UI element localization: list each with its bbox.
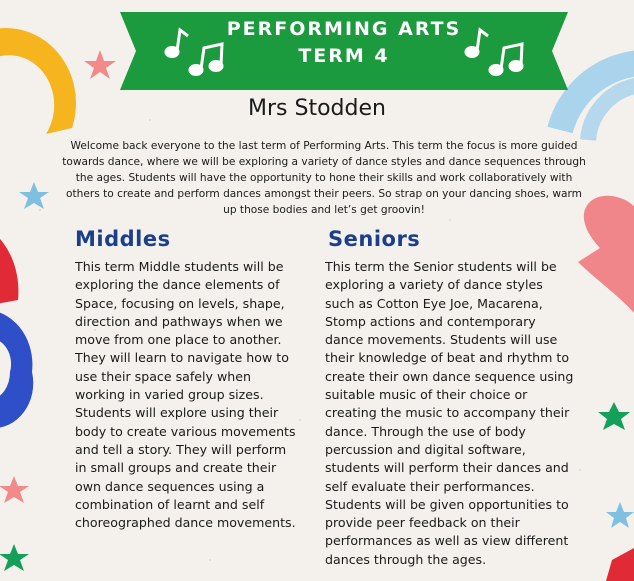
middles-heading: Middles (75, 227, 171, 251)
blue-arc-shape (0, 310, 33, 428)
middles-paragraph: This term Middle students will be exploring the dance elements of Space, focusing on levels, shape, direction and pathways when we move from one place to another. They will learn to navigate how to use their space safely when working in varied group sizes. Students will explore using their body to create various movements and tell a story. They will perform in small groups and create their own dance sequences using a combination of learnt and self choreographed dance movements. (75, 259, 296, 531)
banner-title-line2: TERM 4 (298, 45, 390, 67)
banner-title (120, 16, 568, 70)
intro-paragraph: Welcome back everyone to the last term of Performing Arts. This term the focus is more guided towards dance, where we will be exploring a variety of dance styles and dance sequences through the ages. Students will have the opportunity to hone their skills and work collaboratively with others to create and perform dances amongst their peers. So strap on your dancing shoes, warm up those bodies and let’s get groovin! (62, 140, 586, 216)
red-arc-shape (0, 230, 18, 305)
banner-title-line1: PERFORMING ARTS (226, 18, 462, 40)
red-corner-shape (606, 548, 634, 581)
seniors-paragraph: This term the Senior students will be exploring a variety of dance styles such as Cotton Eye Joe, Macarena, Stomp actions and contemporary dance movements. Students will use their knowledge of beat and rhythm to create their own dance sequence using suitable music of their choice or creating the music to accompany their dance. Through the use of body percussion and digital software, students will perform their dances and self evaluate their performances. Students will be given opportunities to provide peer feedback on their performances as well as view different dances through the ages. (325, 259, 574, 567)
teacher-name: Mrs Stodden (248, 96, 386, 121)
seniors-heading: Seniors (328, 227, 421, 251)
